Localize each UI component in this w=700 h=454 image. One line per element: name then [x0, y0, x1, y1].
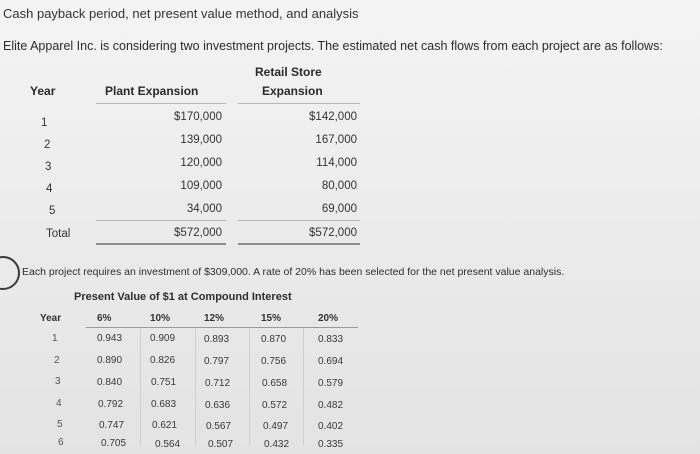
pv-col-divider: [195, 328, 196, 446]
row-retail-value: 167,000: [315, 134, 357, 146]
row-year: 2: [44, 139, 51, 151]
pv-value: 0.579: [318, 378, 344, 389]
pv-header-rate: 15%: [261, 313, 282, 324]
row-retail-value: $142,000: [309, 111, 357, 123]
pv-header-rule: [86, 327, 358, 328]
pv-value: 0.636: [205, 400, 231, 411]
row-retail-value: 69,000: [321, 203, 357, 215]
pv-header-rate: 20%: [318, 313, 339, 324]
total-rule-retail: [238, 243, 360, 245]
row-retail-value: 80,000: [321, 180, 357, 192]
col-header-retail-line2: Expansion: [262, 84, 323, 98]
pv-value: 0.797: [204, 356, 230, 367]
total-retail-value: $572,000: [309, 227, 357, 239]
pv-value: 0.658: [262, 378, 288, 389]
pv-value: 0.893: [204, 334, 230, 345]
header-rule-retail: [238, 103, 360, 104]
row-year: 1: [41, 117, 48, 129]
pv-value: 0.621: [152, 420, 178, 431]
row-plant-value: 109,000: [180, 180, 222, 192]
pv-col-divider: [303, 328, 304, 446]
pv-value: 0.507: [208, 439, 234, 450]
pv-value: 0.747: [99, 420, 125, 431]
row-year: 4: [46, 183, 53, 195]
pv-table-title: Present Value of $1 at Compound Interest: [74, 291, 292, 303]
col-header-year: Year: [30, 84, 56, 98]
col-header-plant: Plant Expansion: [105, 84, 199, 98]
pv-col-divider: [249, 328, 250, 446]
subtotal-rule-plant: [96, 220, 226, 221]
pv-value: 0.402: [318, 421, 344, 432]
pv-header-rate: 6%: [97, 313, 112, 324]
pv-row-year: 3: [55, 376, 61, 387]
pv-value: 0.792: [98, 399, 124, 410]
row-plant-value: 34,000: [186, 203, 222, 215]
pv-row-year: 1: [52, 333, 58, 344]
row-year: 5: [49, 205, 56, 217]
pv-row-year: 5: [57, 419, 63, 430]
pv-value: 0.890: [97, 355, 123, 366]
total-plant-value: $572,000: [174, 227, 222, 239]
row-plant-value: 139,000: [180, 134, 222, 146]
pv-value: 0.756: [261, 356, 287, 367]
pv-value: 0.870: [261, 334, 287, 345]
pv-value: 0.712: [205, 378, 231, 389]
row-retail-value: 114,000: [316, 157, 357, 169]
col-header-retail-line1: Retail Store: [255, 65, 322, 79]
pv-value: 0.567: [206, 421, 232, 432]
pv-value: 0.840: [97, 377, 123, 388]
expand-toggle-icon[interactable]: [0, 256, 20, 290]
header-rule-plant: [96, 103, 226, 104]
pv-value: 0.564: [155, 439, 181, 450]
pv-value: 0.432: [264, 439, 290, 450]
problem-intro: Elite Apparel Inc. is considering two investment projects. The estimated net cash flows from each project are as follows:: [3, 39, 663, 53]
pv-value: 0.572: [262, 400, 288, 411]
pv-value: 0.497: [263, 421, 289, 432]
row-plant-value: 120,000: [180, 157, 222, 169]
row-plant-value: $170,000: [174, 111, 222, 123]
pv-value: 0.335: [318, 439, 344, 450]
subtotal-rule-retail: [238, 220, 360, 221]
pv-value: 0.683: [151, 399, 177, 410]
total-rule-plant: [96, 243, 226, 245]
pv-row-year: 4: [56, 398, 62, 409]
pv-header-year: Year: [40, 313, 62, 324]
investment-note: Each project requires an investment of $309,000. A rate of 20% has been selected for the net present value analysis.: [22, 266, 565, 278]
pv-value: 0.751: [151, 377, 177, 388]
pv-value: 0.694: [318, 356, 344, 367]
row-year: 3: [45, 161, 52, 173]
pv-col-divider: [140, 328, 141, 446]
pv-value: 0.826: [150, 355, 176, 366]
pv-value: 0.482: [318, 400, 344, 411]
total-label: Total: [46, 228, 71, 240]
pv-header-rate: 10%: [150, 313, 171, 324]
pv-row-year: 6: [58, 437, 64, 448]
pv-value: 0.909: [150, 333, 176, 344]
pv-value: 0.943: [97, 333, 123, 344]
pv-value: 0.705: [101, 438, 127, 449]
pv-header-rate: 12%: [204, 313, 225, 324]
page-title: Cash payback period, net present value method, and analysis: [3, 6, 359, 21]
pv-row-year: 2: [54, 355, 60, 366]
pv-value: 0.833: [318, 334, 344, 345]
